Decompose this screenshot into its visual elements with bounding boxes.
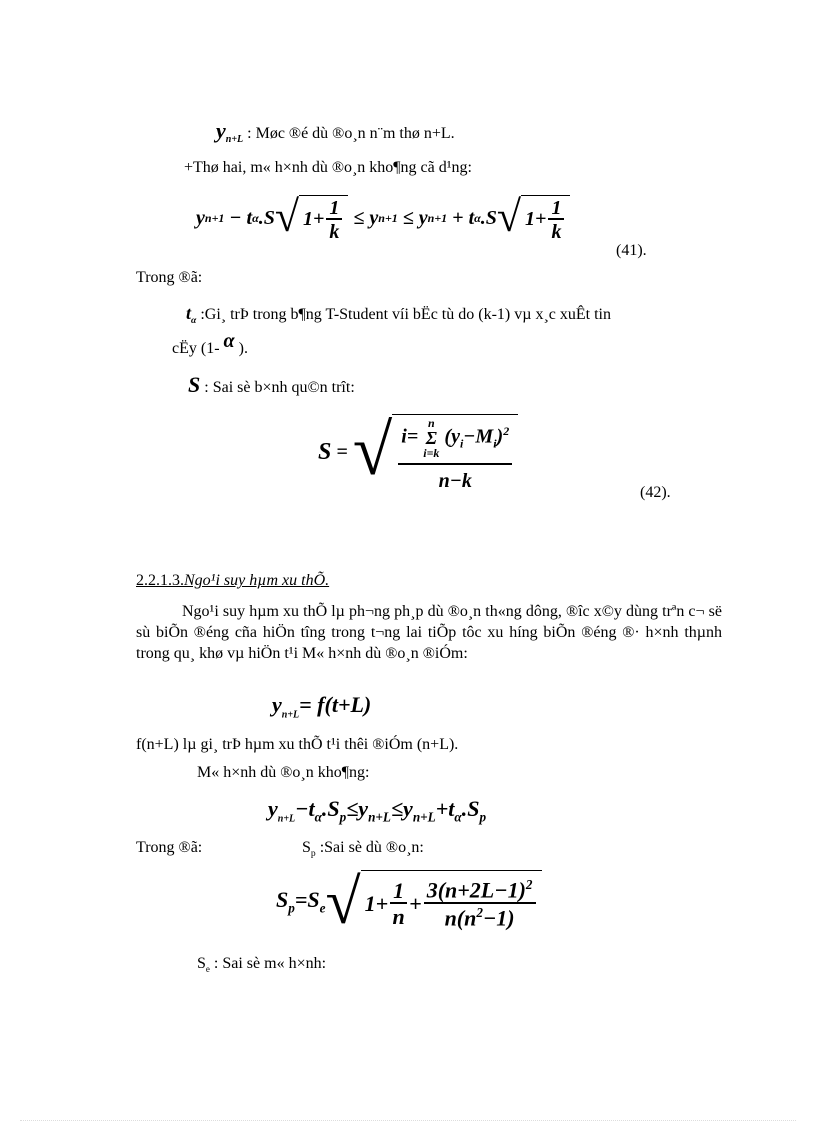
sp-equation: $S_p=S_e$ √ 1+ $\frac{1}{n}$ + $\frac{3(n+2L-1)^2}{n(n^2-1)}$ — [276, 866, 542, 938]
interval-model-line: M« h×nh dù ®o¸n kho¶ng: — [197, 764, 370, 781]
page-bottom-divider — [20, 1120, 796, 1121]
se-desc: : Sai sè m« h×nh: — [213, 955, 327, 972]
confidence-text: cËy (1- — [172, 340, 220, 357]
section-number: 2.2.1.3. — [136, 572, 184, 589]
yhat-definition: : Møc ®é dù ®o¸n n¨m thø n+L. — [247, 125, 455, 142]
sp-line: $S_p$ :Sai sè dù ®o¸n: — [302, 839, 424, 860]
confidence-line: cËy (1- α ). — [172, 330, 248, 357]
interval-model-intro: +Thø hai, m« h×nh dù ®o¸n kho¶ng cã d¹ng: — [184, 159, 472, 176]
equation-41: y n+1 − t α .S √ 1+ $\frac{1}{k}$ ≤ y n+1 ≤ y n+1 + t α .S √ 1+ $\frac{1}{k}$ — [196, 186, 570, 250]
section-title: Ngo¹i suy hµm xu thÕ. — [184, 572, 330, 589]
equation-42-label: (42). — [640, 484, 671, 501]
s-line: S : Sai sè b×nh qu©n trît: — [188, 372, 355, 397]
point-forecast-equation: $y_{n+L}= f(t+L)$ — [272, 692, 372, 721]
sp-desc: :Sai sè dù ®o¸n: — [319, 839, 424, 856]
s-desc: : Sai sè b×nh qu©n trît: — [204, 379, 355, 396]
equation-41-label: (41). — [616, 242, 647, 259]
equation-42: S = √ i= n Σ i=k $(y_i-M_i)^2$ n−k — [318, 412, 518, 492]
trong-do-heading-2: Trong ®ã: — [136, 839, 203, 856]
t-alpha-desc: :Gi¸ trÞ trong b¶ng T-Student víi bËc tù do (k-1) vµ x¸c xuÊt tin — [200, 306, 611, 323]
interval-equation: $y_{n+L}-t_\alpha.S_p\le y_{n+L}\le y_{n+L}+t_\alpha.S_p$ — [268, 796, 487, 825]
t-alpha-line: $t_\alpha$ :Gi¸ trÞ trong b¶ng T-Student víi bËc tù do (k-1) vµ x¸c xuÊt tin — [186, 303, 611, 327]
trong-do-heading: Trong ®ã: — [136, 269, 203, 286]
se-line: $S_e$ : Sai sè m« h×nh: — [197, 955, 327, 975]
fnl-line: f(n+L) lµ gi¸ trÞ hµm xu thÕ t¹i thêi ®iÓm (n+L). — [136, 736, 459, 753]
section-heading — [136, 572, 329, 590]
y-hat-symbol-line: $y_{n+L}$ : Møc ®é dù ®o¸n n¨m thø n+L. — [216, 118, 455, 146]
confidence-close: ). — [238, 340, 248, 357]
trend-paragraph: Ngo¹i suy hµm xu thÕ lµ ph¬ng ph¸p dù ®o¸n th«ng dông, ®îc x©y dùng trªn c¬ së sù biÕn ®éng cña hiÖn tîng trong t¬ng lai tiÕp tôc xu híng biÕn ®éng ®· h×nh thµnh trong qu¸ khø vµ hiÖn t¹i M« h×nh dù ®o¸n ®iÓm: — [136, 603, 722, 662]
